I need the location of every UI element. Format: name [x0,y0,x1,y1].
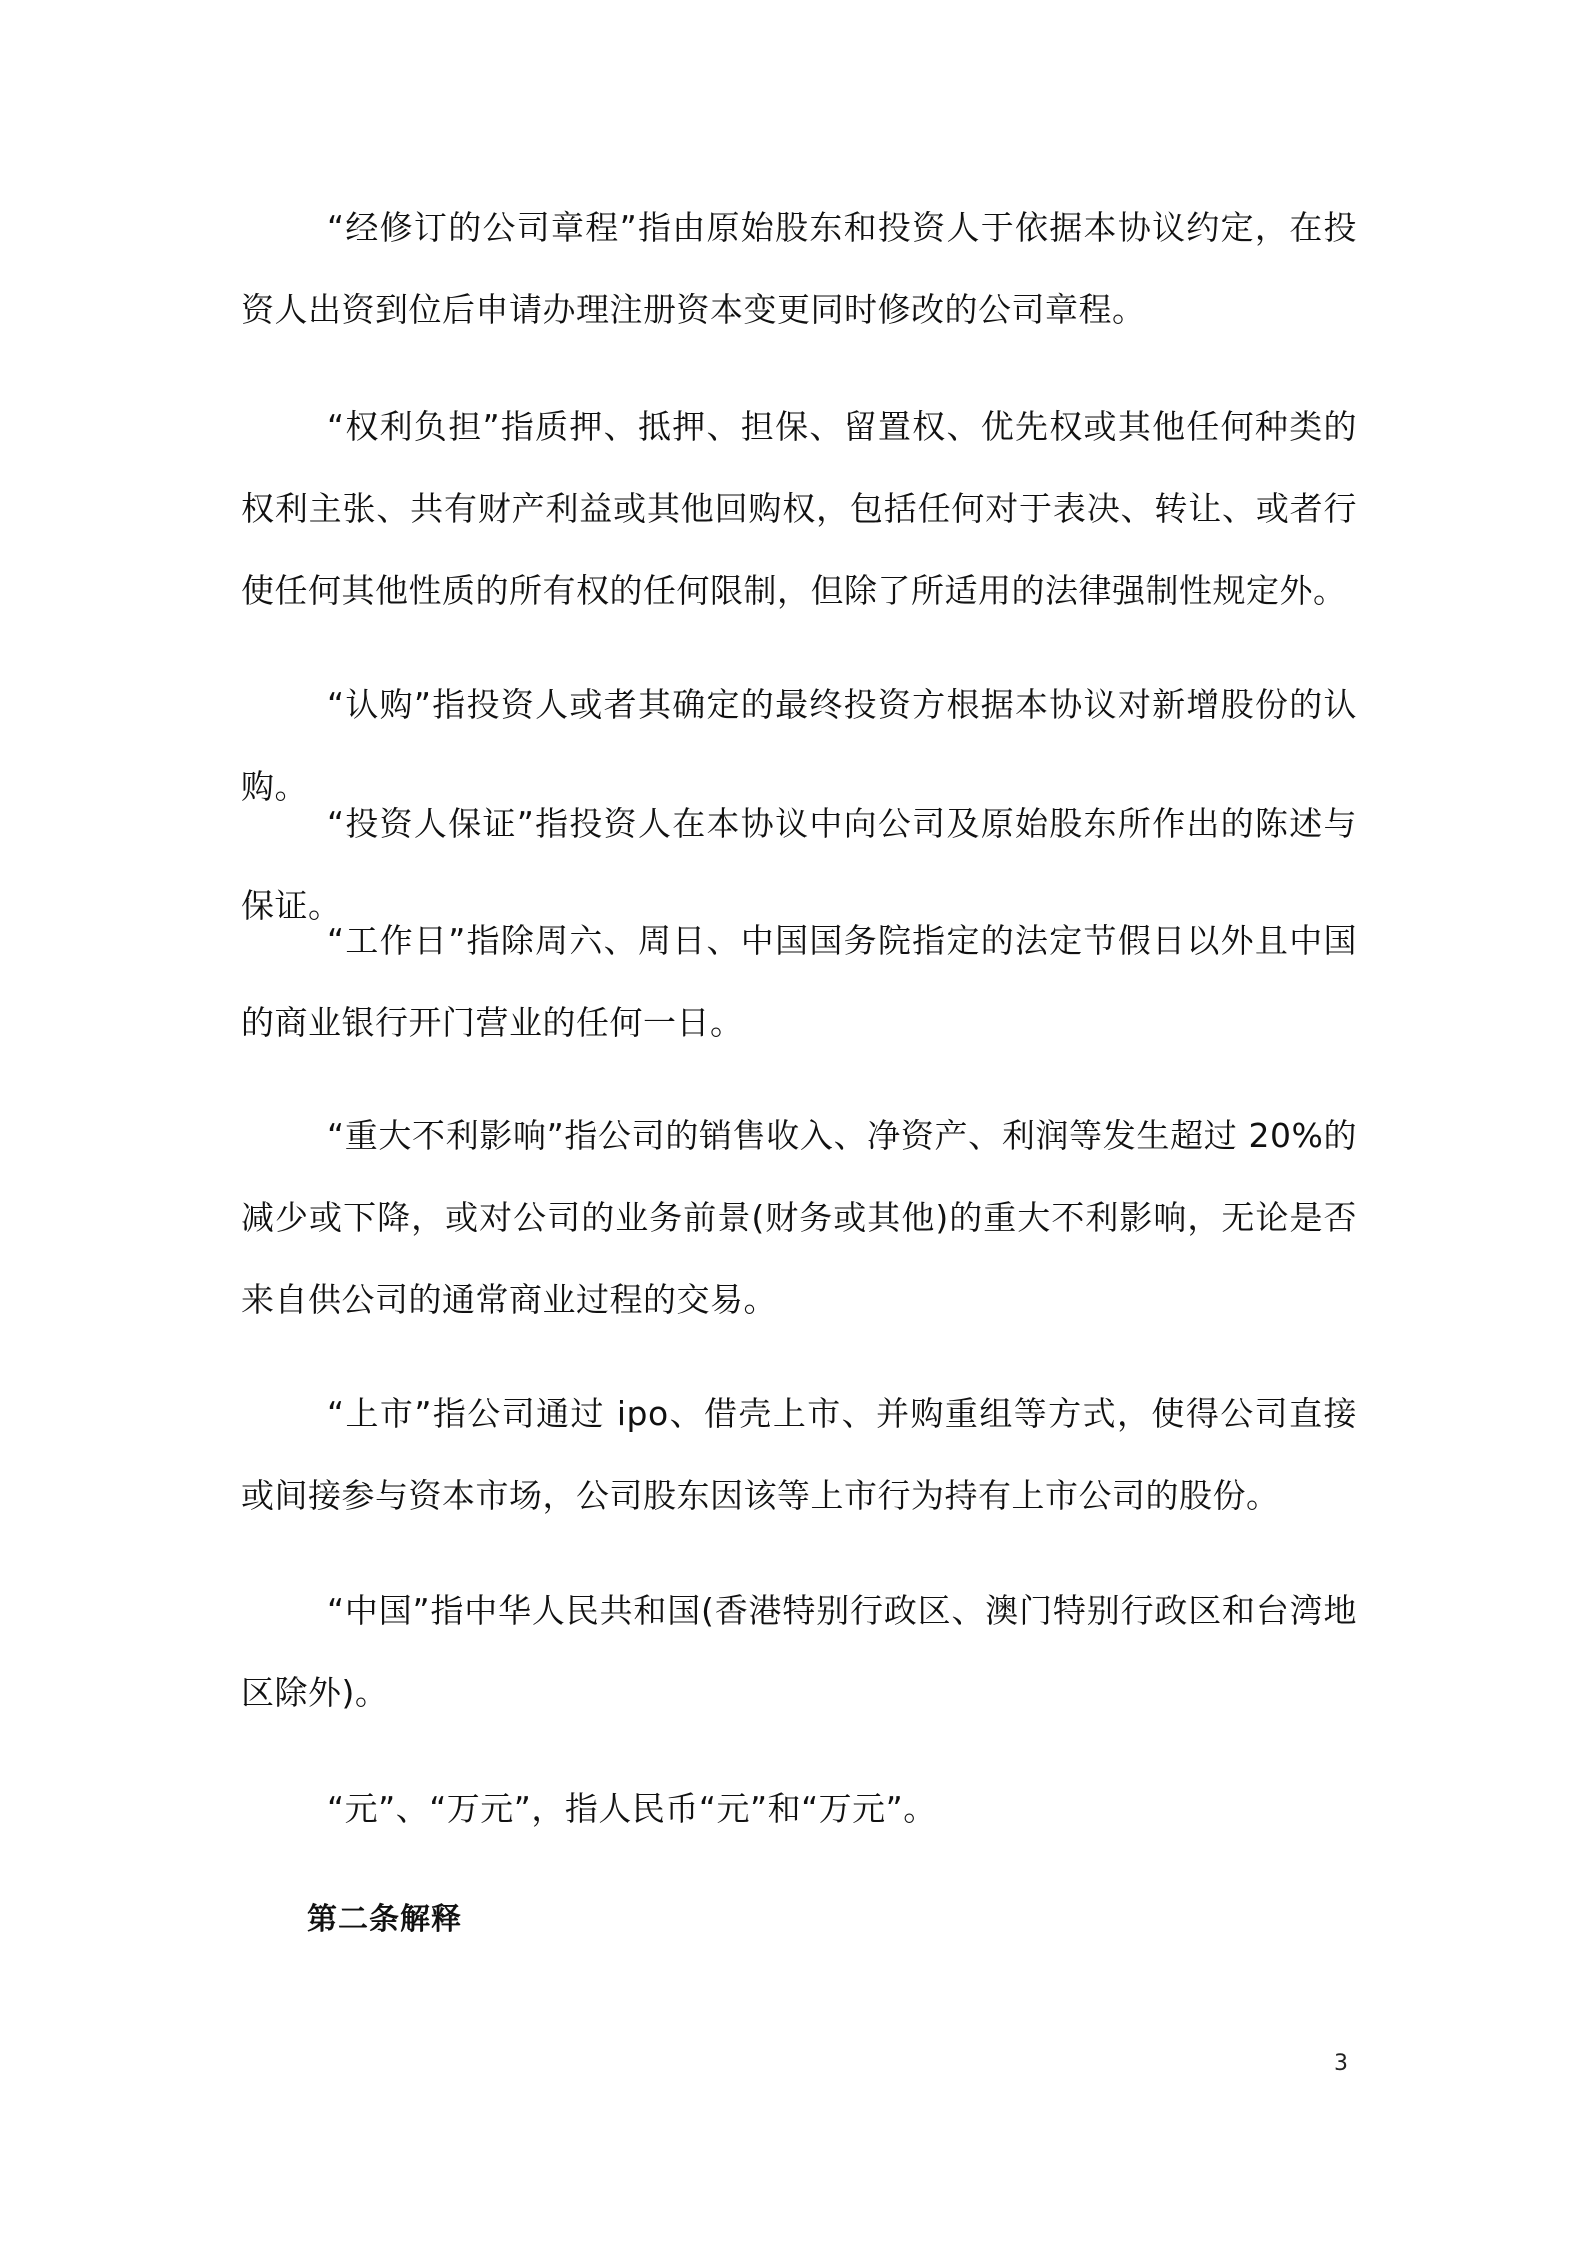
definition-business-day: “工作日”指除周六、周日、中国国务院指定的法定节假日以外且中国的商业银行开门营业的任何一日。 [241,921,1357,1042]
page-number: 3 [1334,2051,1348,2076]
definition-investor-warranties: “投资人保证”指投资人在本协议中向公司及原始股东所作出的陈述与保证。 [241,804,1357,925]
definition-encumbrance: “权利负担”指质押、抵押、担保、留置权、优先权或其他任何种类的权利主张、共有财产利益或其他回购权，包括任何对于表决、转让、或者行使任何其他性质的所有权的任何限制，但除了所适用的法律强制性规定外。 [241,407,1357,610]
section-heading: 第二条解释 [307,1902,462,1937]
definition-china: “中国”指中华人民共和国(香港特别行政区、澳门特别行政区和台湾地区除外)。 [241,1591,1357,1712]
definition-amended-articles: “经修订的公司章程”指由原始股东和投资人于依据本协议约定，在投资人出资到位后申请办理注册资本变更同时修改的公司章程。 [241,208,1357,329]
definition-material-adverse-effect: “重大不利影响”指公司的销售收入、净资产、利润等发生超过 20%的减少或下降，或对公司的业务前景(财务或其他)的重大不利影响，无论是否来自供公司的通常商业过程的交易。 [241,1116,1357,1319]
definition-listing: “上市”指公司通过 ipo、借壳上市、并购重组等方式，使得公司直接或间接参与资本市场，公司股东因该等上市行为持有上市公司的股份。 [241,1394,1357,1515]
definition-currency: “元”、“万元”，指人民币“元”和“万元”。 [327,1789,937,1828]
definition-subscription: “认购”指投资人或者其确定的最终投资方根据本协议对新增股份的认购。 [241,685,1357,806]
